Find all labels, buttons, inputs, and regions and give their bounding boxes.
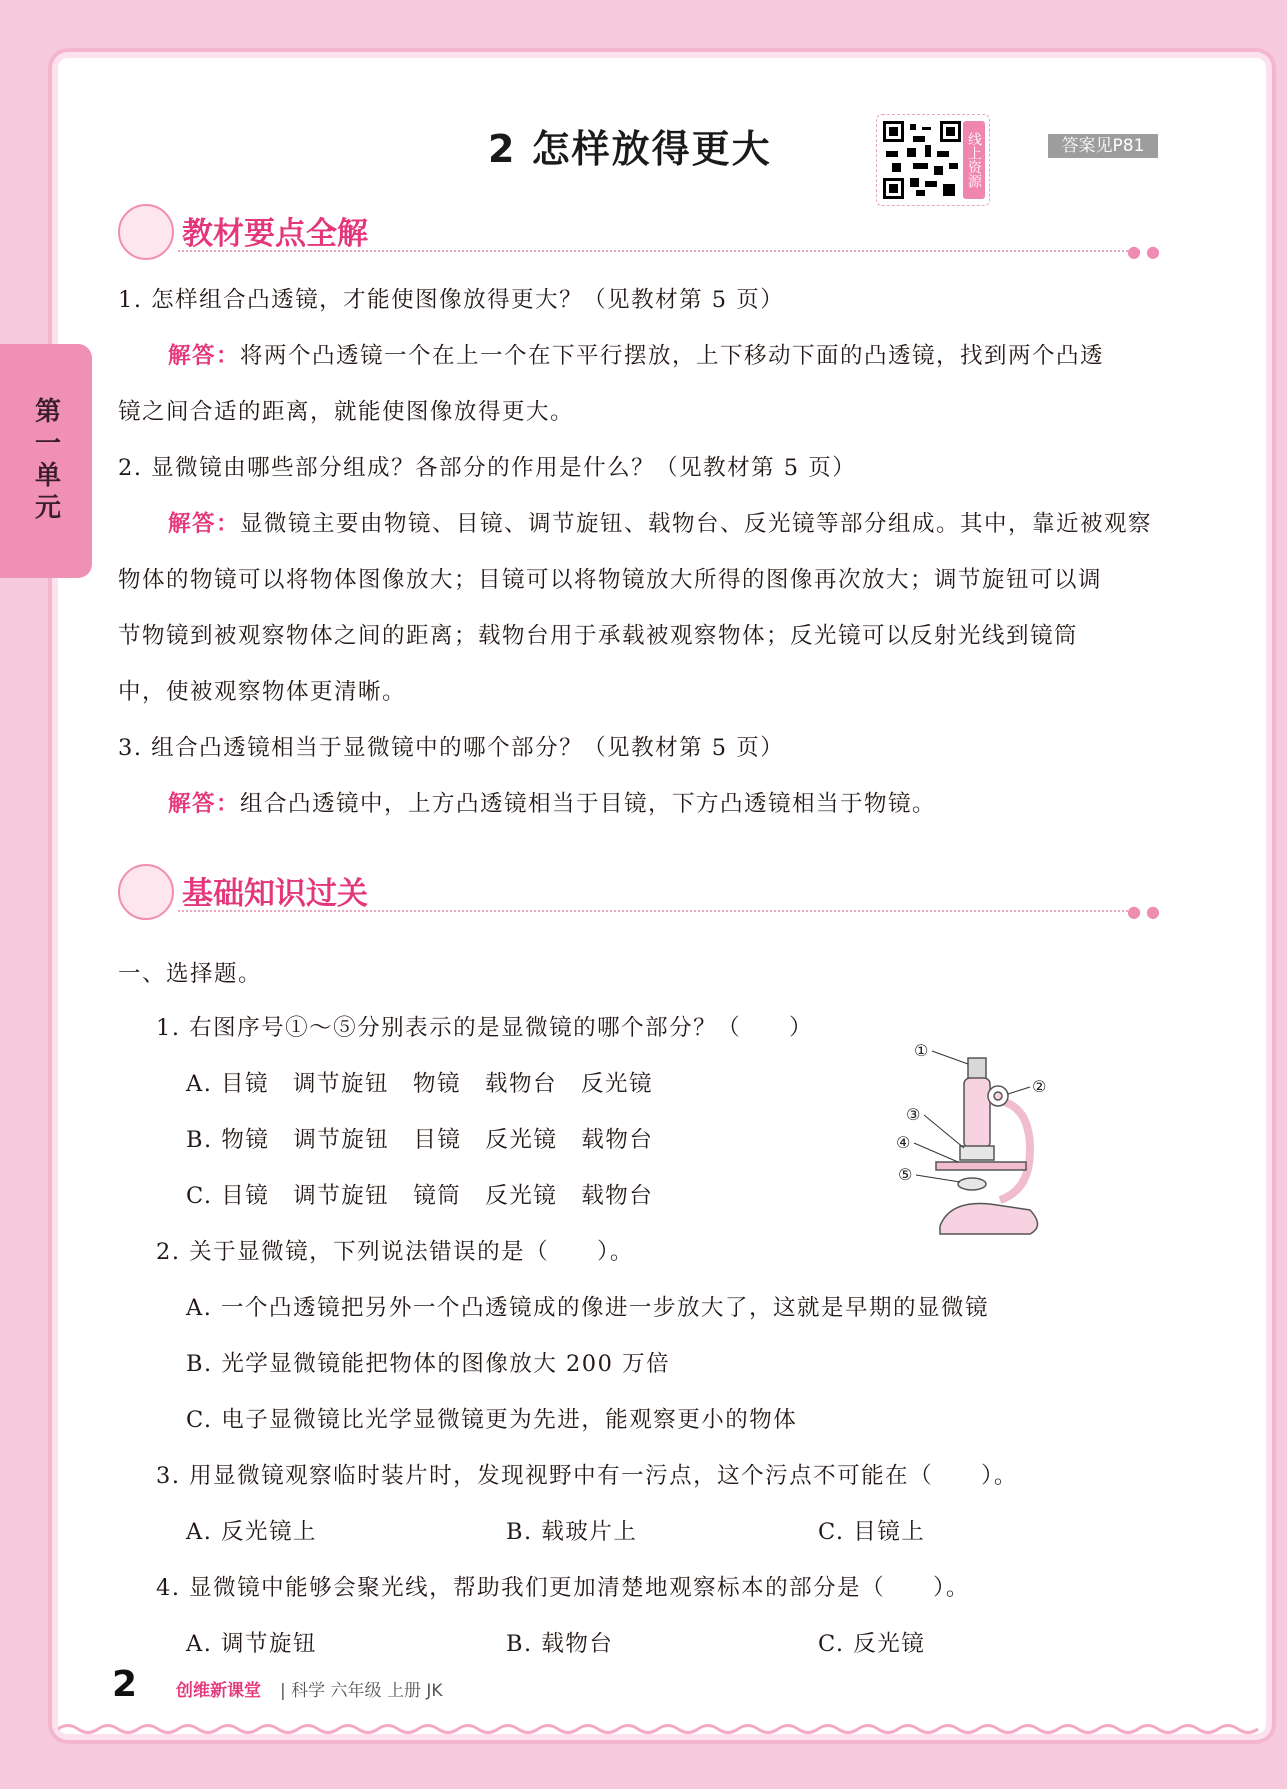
mc-q4-option-b[interactable]: B. 载物台	[506, 1631, 614, 1657]
answer-2-line-1: 解答：显微镜主要由物镜、目镜、调节旋钮、载物台、反光镜等部分组成。其中，靠近被观察	[168, 511, 1153, 537]
mc-q2-option-c[interactable]: C. 电子显微镜比光学显微镜更为先进，能观察更小的物体	[186, 1407, 798, 1433]
figure-label-5: ⑤	[898, 1165, 913, 1184]
section-title: 基础知识过关	[182, 876, 368, 912]
section-title: 教材要点全解	[182, 216, 368, 252]
mc-question-1: 1. 右图序号①～⑤分别表示的是显微镜的哪个部分？（ ）	[156, 1015, 814, 1041]
cartoon-mascot-icon	[118, 864, 174, 920]
answer-3-line-1: 解答：组合凸透镜中，上方凸透镜相当于目镜，下方凸透镜相当于物镜。	[168, 791, 937, 817]
answer-label: 解答：	[168, 511, 241, 537]
answer-1-line-1: 解答：将两个凸透镜一个在上一个在下平行摆放，上下移动下面的凸透镜，找到两个凸透	[168, 343, 1105, 369]
figure-label-2: ②	[1032, 1077, 1047, 1096]
answer-2-line-3: 节物镜到被观察物体之间的距离；载物台用于承载被观察物体；反光镜可以反射光线到镜筒	[118, 623, 1079, 649]
answer-label: 解答：	[168, 343, 241, 369]
dots-icon: ● ●	[1126, 242, 1160, 261]
section-divider	[178, 910, 1140, 912]
mc-question-3: 3. 用显微镜观察临时装片时，发现视野中有一污点，这个污点不可能在（ ）。	[156, 1463, 1018, 1489]
mc-q1-option-b[interactable]: B. 物镜 调节旋钮 目镜 反光镜 载物台	[186, 1127, 654, 1153]
dots-icon: ● ●	[1126, 902, 1160, 921]
figure-label-1: ①	[914, 1041, 929, 1060]
mc-q3-option-b[interactable]: B. 载玻片上	[506, 1519, 638, 1545]
answer-reference: 答案见P81	[1048, 134, 1158, 158]
question-2: 2. 显微镜由哪些部分组成？各部分的作用是什么？（见教材第 5 页）	[118, 455, 857, 481]
part-heading: 一、选择题。	[118, 961, 263, 987]
mc-q4-option-a[interactable]: A. 调节旋钮	[186, 1631, 318, 1657]
qr-code-box[interactable]	[876, 114, 990, 206]
answer-1-line-2: 镜之间合适的距离，就能使图像放得更大。	[118, 399, 575, 425]
mc-q4-option-c[interactable]: C. 反光镜	[818, 1631, 926, 1657]
question-3: 3. 组合凸透镜相当于显微镜中的哪个部分？（见教材第 5 页）	[118, 735, 785, 761]
section-header-key-points	[118, 200, 1160, 260]
qr-resource-tag: 线上资源	[963, 121, 985, 199]
section-divider	[178, 250, 1140, 252]
mc-q1-option-a[interactable]: A. 目镜 调节旋钮 物镜 载物台 反光镜	[186, 1071, 654, 1097]
figure-label-4: ④	[896, 1133, 911, 1152]
unit-side-tab[interactable]	[0, 344, 92, 578]
answer-2-line-4: 中，使被观察物体更清晰。	[118, 679, 407, 705]
bottom-wave-border	[58, 1722, 1266, 1736]
mc-q2-option-a[interactable]: A. 一个凸透镜把另外一个凸透镜成的像进一步放大了，这就是早期的显微镜	[186, 1295, 990, 1321]
page-title: 2 怎样放得更大	[488, 127, 772, 171]
mc-question-2: 2. 关于显微镜，下列说法错误的是（ ）。	[156, 1239, 634, 1265]
qr-code-icon	[883, 121, 961, 199]
microscope-figure	[880, 1030, 1080, 1240]
unit-side-tab-label: 第一单元	[30, 397, 61, 525]
mc-q2-option-b[interactable]: B. 光学显微镜能把物体的图像放大 200 万倍	[186, 1351, 671, 1377]
footer-brand: 创维新课堂	[176, 1681, 261, 1701]
page-number: 2	[112, 1664, 138, 1705]
cartoon-mascot-icon	[118, 204, 174, 260]
question-1: 1. 怎样组合凸透镜，才能使图像放得更大？（见教材第 5 页）	[118, 287, 785, 313]
answer-2-line-2: 物体的物镜可以将物体图像放大；目镜可以将物镜放大所得的图像再次放大；调节旋钮可以调	[118, 567, 1103, 593]
mc-q1-option-c[interactable]: C. 目镜 调节旋钮 镜筒 反光镜 载物台	[186, 1183, 654, 1209]
mc-q3-option-a[interactable]: A. 反光镜上	[186, 1519, 318, 1545]
section-header-basics	[118, 860, 1160, 920]
footer-book-info: | 科学 六年级 上册 JK	[280, 1681, 443, 1701]
mc-q3-option-c[interactable]: C. 目镜上	[818, 1519, 926, 1545]
figure-label-3: ③	[906, 1105, 921, 1124]
mc-question-4: 4. 显微镜中能够会聚光线，帮助我们更加清楚地观察标本的部分是（ ）。	[156, 1575, 970, 1601]
answer-label: 解答：	[168, 791, 241, 817]
